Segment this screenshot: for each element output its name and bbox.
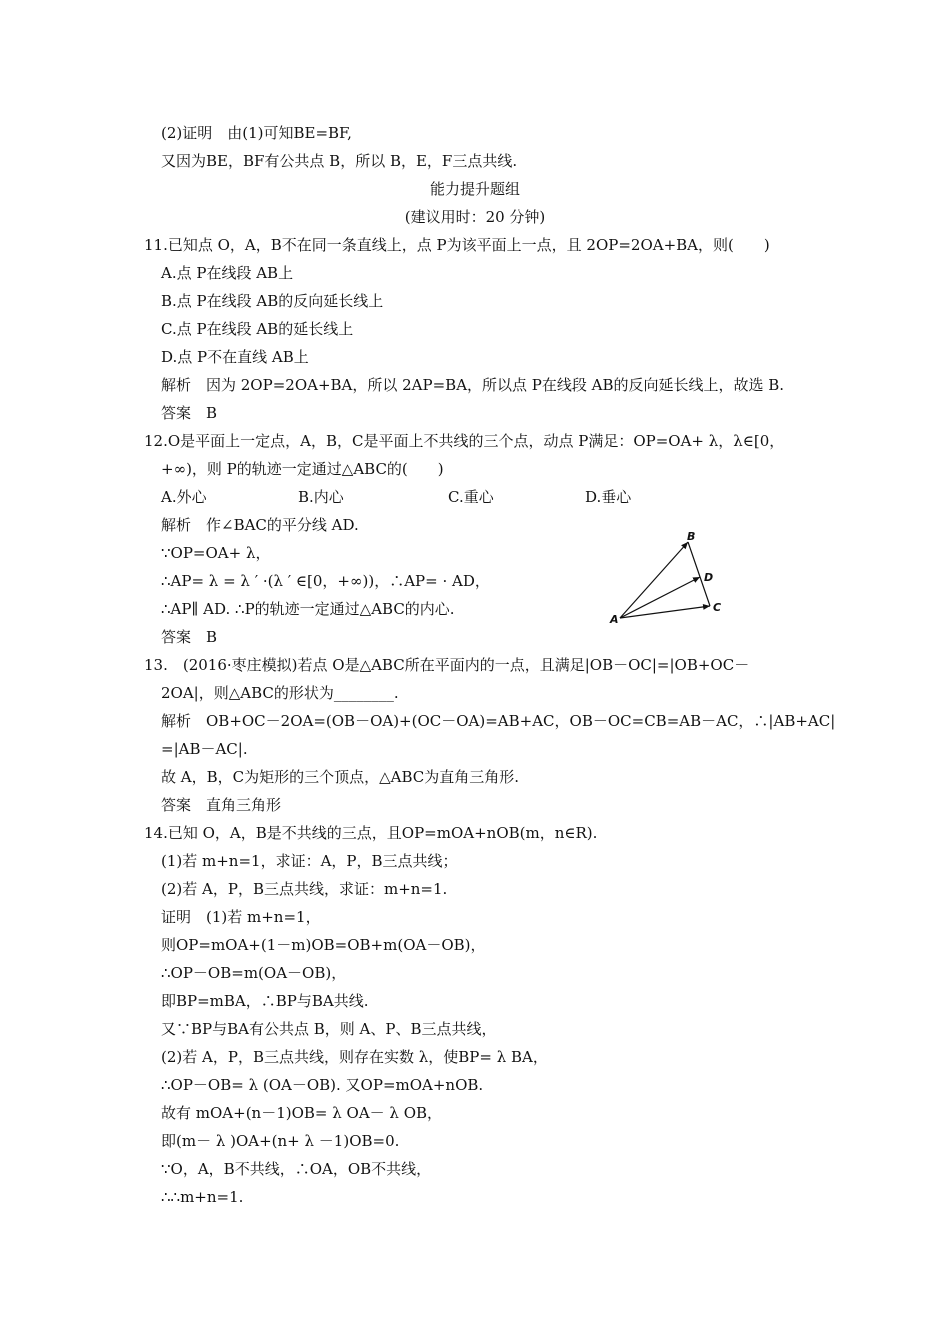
question-14-stem: 14.已知 O，A，B是不共线的三点，且OP=mOA+nOB(m，n∈R).: [144, 824, 598, 842]
section-subtitle: (建议用时：20 分钟): [404, 208, 546, 226]
text-line: ∴AP∥ AD. ∴P的轨迹一定通过△ABC的内心.: [161, 600, 455, 618]
analysis-line: 解析 作∠BAC的平分线 AD.: [161, 516, 359, 534]
option-a: A.点 P在线段 AB上: [161, 264, 294, 282]
text-line: ∵OP=OA+ λ，: [161, 544, 271, 562]
answer-line: 答案 直角三角形: [161, 796, 282, 814]
question-11-stem: 11.已知点 O，A，B不在同一条直线上，点 P为该平面上一点，且 2OP=2OA+BA，则( ): [144, 236, 770, 254]
text-line: ∴OP－OB=m(OA－OB)，: [161, 964, 347, 982]
text-line: 则OP=mOA+(1－m)OB=OB+m(OA－OB)，: [161, 936, 486, 954]
label-d: D: [704, 571, 714, 584]
proof-line: 证明 (1)若 m+n=1，: [161, 908, 321, 926]
text-line: 故 A，B，C为矩形的三个顶点，△ABC为直角三角形.: [161, 768, 520, 786]
question-13-stem-cont: 2OA|，则△ABC的形状为________.: [161, 684, 399, 702]
text-line: (2)若 A，P，B三点共线，则存在实数 λ，使BP= λ BA，: [161, 1048, 548, 1066]
question-12-stem-cont: +∞)，则 P的轨迹一定通过△ABC的( ): [161, 460, 444, 478]
vector-ad: [620, 577, 700, 618]
question-12-stem: 12.O是平面上一定点，A，B，C是平面上不共线的三个点，动点 P满足：OP=OA+ λ，λ∈[0，: [144, 432, 785, 450]
option-c: C.点 P在线段 AB的延长线上: [161, 320, 354, 338]
triangle-figure: [600, 528, 740, 628]
answer-line: 答案 B: [161, 628, 218, 646]
vector-ab: [620, 542, 688, 618]
text-line: 又∵BP与BA有公共点 B，则 A、P、B三点共线，: [161, 1020, 497, 1038]
option-b: B.点 P在线段 AB的反向延长线上: [161, 292, 384, 310]
analysis-line: 解析 因为 2OP=2OA+BA，所以 2AP=BA，所以点 P在线段 AB的反向延长线上，故选 B.: [161, 376, 785, 394]
label-b: B: [687, 530, 696, 543]
section-title: 能力提升题组: [429, 180, 520, 198]
text-line: 又因为BE，BF有公共点 B，所以 B，E，F三点共线.: [161, 152, 518, 170]
label-c: C: [713, 601, 722, 614]
text-line: =|AB－AC|.: [161, 740, 248, 758]
answer-line: 答案 B: [161, 404, 218, 422]
option-b: B.内心: [298, 488, 344, 506]
option-d: D.垂心: [585, 488, 632, 506]
question-13-stem: 13. (2016·枣庄模拟)若点 O是△ABC所在平面内的一点，且满足|OB－OC|=|OB+OC－: [144, 656, 750, 674]
text-line: 即BP=mBA，∴BP与BA共线.: [161, 992, 369, 1010]
text-line: 即(m－ λ )OA+(n+ λ －1)OB=0.: [161, 1132, 400, 1150]
text-line: ∴AP= λ = λ ′ ·(λ ′ ∈[0，+∞))，∴AP= · AD，: [161, 572, 490, 590]
analysis-line: 解析 OB+OC－2OA=(OB－OA)+(OC－OA)=AB+AC，OB－OC=CB=AB－AC，∴|AB+AC|: [161, 712, 836, 730]
option-d: D.点 P不在直线 AB上: [161, 348, 309, 366]
text-line: (1)若 m+n=1，求证：A，P，B三点共线；: [161, 852, 458, 870]
option-a: A.外心: [161, 488, 207, 506]
text-line: ∵O，A，B不共线，∴OA，OB不共线，: [161, 1160, 432, 1178]
label-a: A: [610, 613, 619, 626]
text-line: 故有 mOA+(n－1)OB= λ OA－ λ OB，: [161, 1104, 443, 1122]
option-c: C.重心: [448, 488, 494, 506]
text-line: ∴∴m+n=1.: [161, 1188, 244, 1206]
vector-ac: [620, 606, 710, 618]
text-line: (2)证明 由(1)可知BE=BF,: [161, 124, 352, 142]
text-line: ∴OP－OB= λ (OA－OB). 又OP=mOA+nOB.: [161, 1076, 484, 1094]
text-line: (2)若 A，P，B三点共线，求证：m+n=1.: [161, 880, 448, 898]
